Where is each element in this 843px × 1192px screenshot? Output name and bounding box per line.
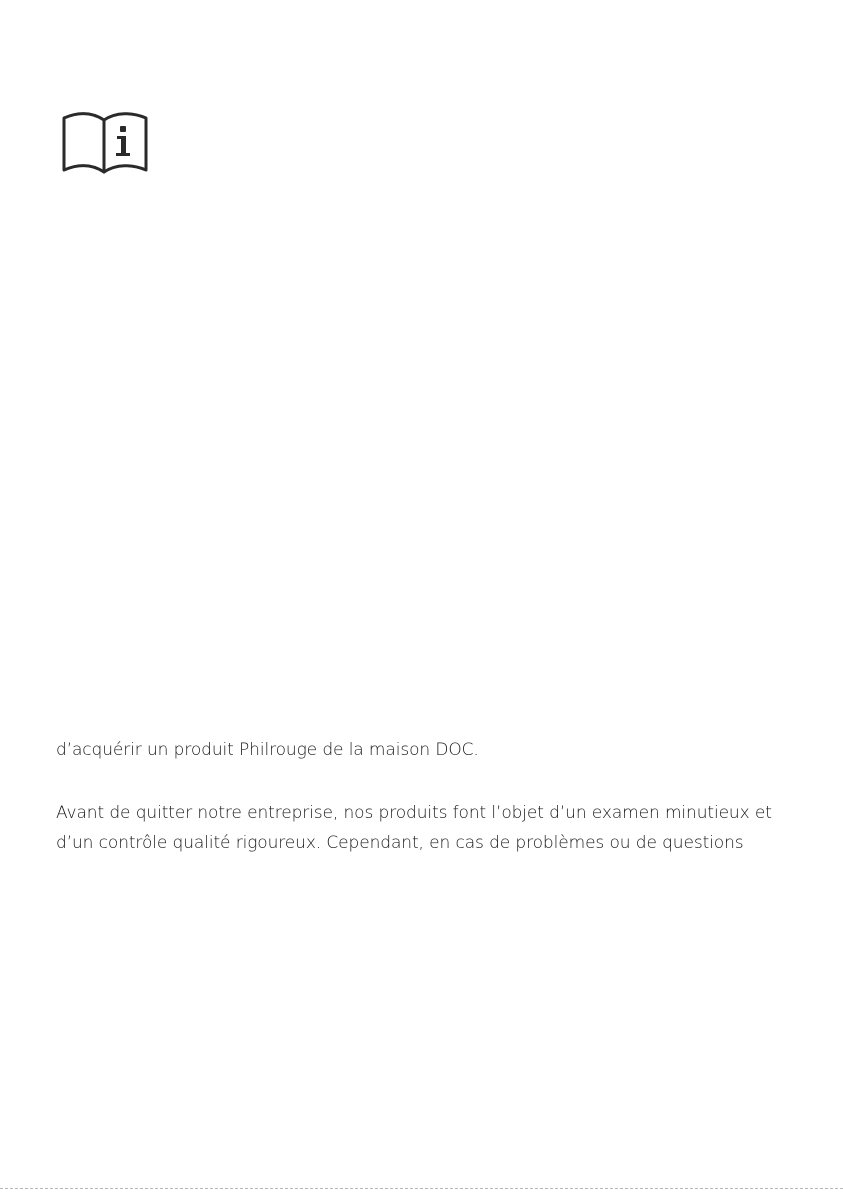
page-bottom-divider bbox=[0, 1188, 843, 1189]
paragraph-2-line-1: Avant de quitter notre entreprise, nos produits font l’objet d’un examen minutieux et bbox=[56, 803, 772, 823]
paragraph-1-line-1: d’acquérir un produit Philrouge de la maison DOC. bbox=[56, 740, 479, 760]
paragraph-2-line-2: d’un contrôle qualité rigoureux. Cependant, en cas de problèmes ou de questions bbox=[56, 833, 744, 853]
manual-info-icon bbox=[60, 110, 152, 176]
